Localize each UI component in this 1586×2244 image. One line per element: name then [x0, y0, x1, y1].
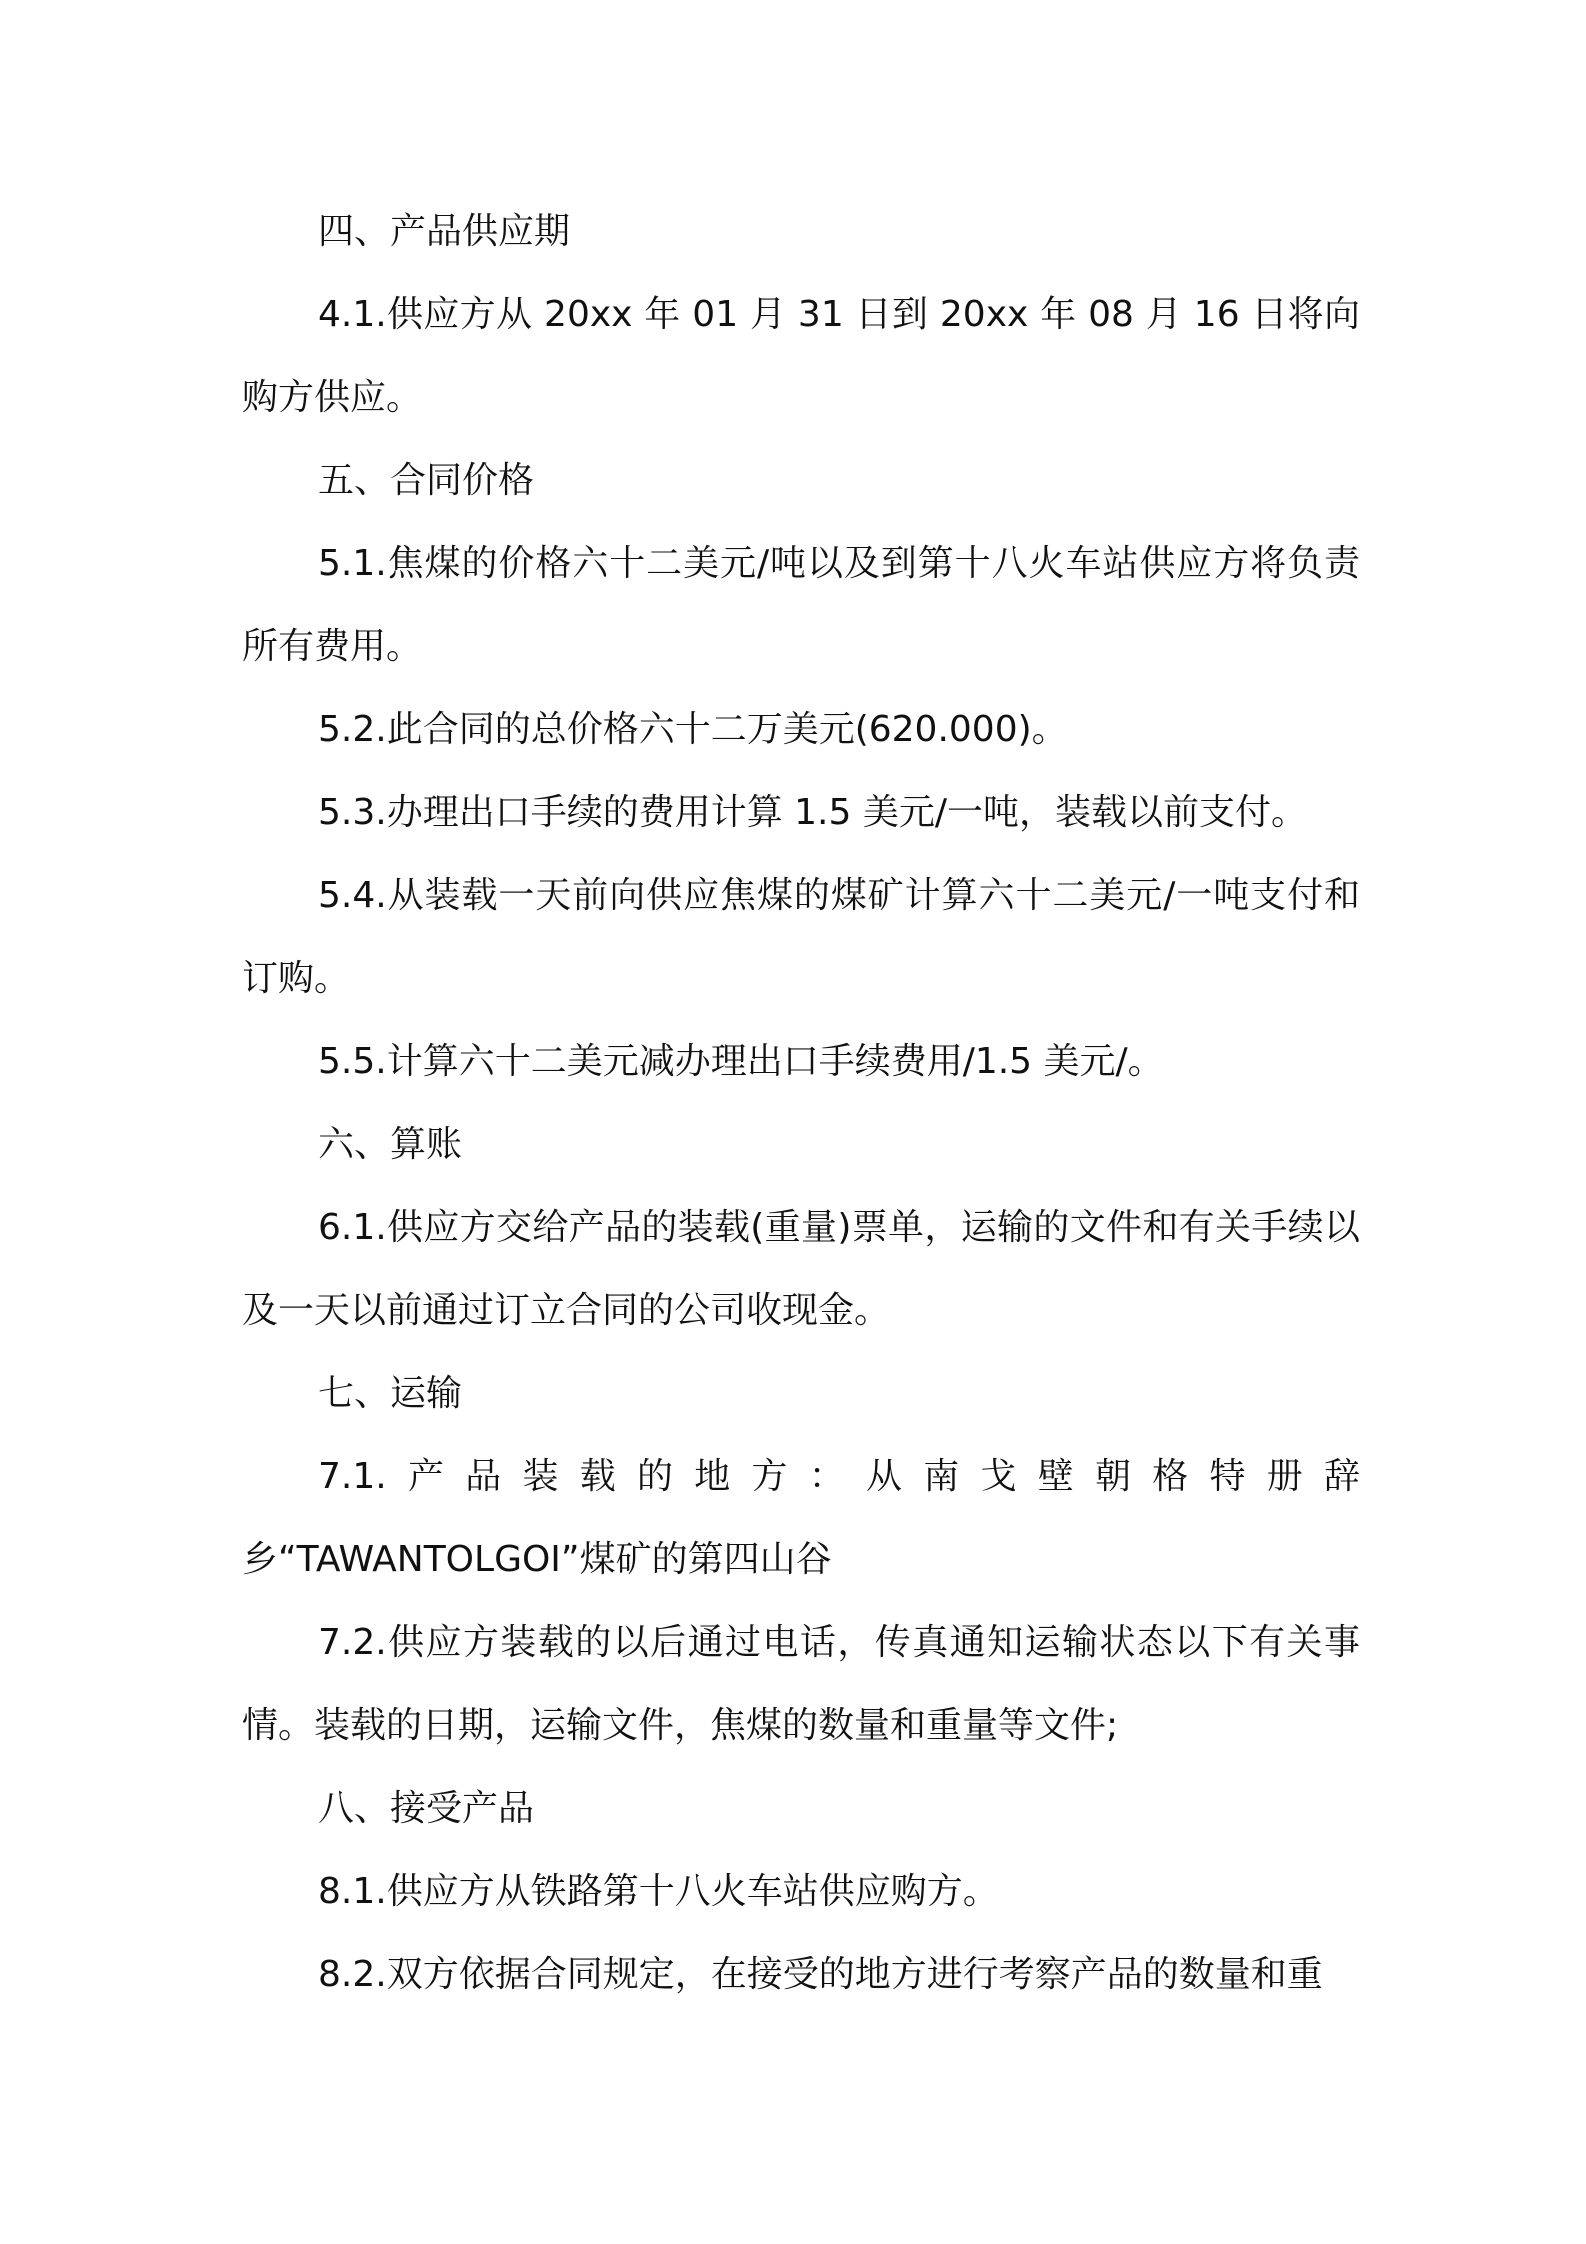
document-body [242, 190, 1360, 2016]
paragraph-5-2: 5.2.此合同的总价格六十二万美元(620.000)。 [318, 709, 1068, 750]
section-heading-7: 七、运输 [318, 1373, 463, 1414]
paragraph-8-2: 8.2.双方依据合同规定，在接受的地方进行考察产品的数量和重 [318, 1954, 1323, 1995]
paragraph-4-1: 4.1.供应方从 20xx 年 01 月 31 日到 20xx 年 08 月 16 日将向购方供应。 [242, 294, 1360, 418]
section-heading-8: 八、接受产品 [318, 1788, 535, 1829]
paragraph-7-1: 7.1.产品装载的地方：从南戈壁朝格特册辞乡“TAWANTOLGOI”煤矿的第四山谷 [242, 1456, 1360, 1580]
section-heading-4: 四、产品供应期 [318, 211, 571, 252]
section-heading-6: 六、算账 [318, 1124, 463, 1165]
paragraph-7-2: 7.2.供应方装载的以后通过电话，传真通知运输状态以下有关事情。装载的日期，运输文件，焦煤的数量和重量等文件; [242, 1622, 1360, 1746]
section-heading-5: 五、合同价格 [318, 460, 535, 501]
paragraph-5-5: 5.5.计算六十二美元减办理出口手续费用/1.5 美元/。 [318, 1041, 1164, 1082]
paragraph-5-3: 5.3.办理出口手续的费用计算 1.5 美元/一吨，装载以前支付。 [318, 792, 1307, 833]
paragraph-6-1: 6.1.供应方交给产品的装载(重量)票单，运输的文件和有关手续以及一天以前通过订立合同的公司收现金。 [242, 1207, 1360, 1331]
paragraph-5-1: 5.1.焦煤的价格六十二美元/吨以及到第十八火车站供应方将负责所有费用。 [242, 543, 1360, 667]
paragraph-8-1: 8.1.供应方从铁路第十八火车站供应购方。 [318, 1871, 999, 1912]
paragraph-5-4: 5.4.从装载一天前向供应焦煤的煤矿计算六十二美元/一吨支付和订购。 [242, 875, 1360, 999]
